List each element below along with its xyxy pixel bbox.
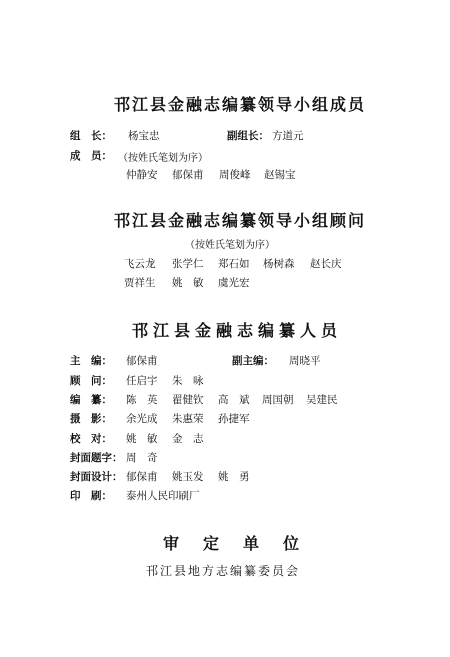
advisor-name: 杨树森 [263, 258, 295, 270]
cover-design-label: 封面设计： [70, 471, 123, 483]
photographer-name: 朱惠荣 [172, 413, 204, 425]
proofreader-name: 姚 敏 [126, 433, 158, 445]
leader-name: 杨宝忠 [128, 130, 160, 142]
advisor-label: 顾 问： [70, 375, 112, 387]
chief-editor-name: 郁保甫 [126, 355, 158, 367]
advisor-name: 赵长庆 [310, 258, 342, 270]
photographer-name: 余光成 [126, 413, 158, 425]
cover-calligraphy-label: 封面题字： [70, 452, 123, 464]
deputy-leader-label: 副组长： [227, 130, 269, 142]
advisor-name: 飞云龙 [124, 258, 156, 270]
advisor-name: 姚 敏 [172, 277, 204, 289]
members-order-note: （按姓氏笔划为序） [118, 153, 208, 164]
leadership-group-title: 邗江县金融志编纂领导小组成员 [114, 95, 367, 114]
advisors-order-note: （按姓氏笔划为序） [185, 240, 275, 251]
proofreader-name: 金 志 [172, 433, 204, 445]
approval-unit-title: 审 定 单 位 [163, 534, 304, 553]
member-name: 赵锡宝 [264, 169, 296, 181]
editor-name: 吴建民 [306, 394, 338, 406]
editor-name: 陈 英 [126, 394, 158, 406]
deputy-leader-name: 方道元 [272, 130, 304, 142]
editorial-staff-title: 邗江县金融志编纂人员 [132, 321, 343, 340]
editors-label: 编 纂： [70, 394, 112, 406]
member-name: 郁保甫 [172, 169, 204, 181]
printing-label: 印 刷： [70, 490, 112, 502]
cover-designer-name: 姚 勇 [218, 471, 250, 483]
vice-editor-label: 副主编： [232, 355, 274, 367]
photography-label: 摄 影： [70, 413, 112, 425]
advisor-name: 任启宇 [126, 375, 158, 387]
leader-label: 组 长： [70, 130, 112, 142]
editor-name: 高 斌 [218, 394, 250, 406]
editor-name: 翟健钦 [172, 394, 204, 406]
cover-designer-name: 姚玉发 [172, 471, 204, 483]
members-label: 成 员： [70, 150, 112, 162]
advisory-group-title: 邗江县金融志编纂领导小组顾问 [114, 211, 367, 230]
proofreading-label: 校 对： [70, 433, 112, 445]
editor-name: 周国朝 [262, 394, 294, 406]
printer-name: 泰州人民印刷厂 [126, 490, 200, 502]
chief-editor-label: 主 编： [70, 355, 112, 367]
advisor-name: 虞光宏 [218, 277, 250, 289]
cover-calligraphy-name: 周 奇 [126, 452, 158, 464]
cover-designer-name: 郁保甫 [126, 471, 158, 483]
advisor-name: 张学仁 [172, 258, 204, 270]
advisor-name: 朱 咏 [172, 375, 204, 387]
approval-org-name: 邗江县地方志编纂委员会 [146, 564, 301, 578]
advisor-name: 郑石如 [218, 258, 250, 270]
vice-editor-name: 周晓平 [289, 355, 321, 367]
member-name: 周俊峰 [219, 169, 251, 181]
member-name: 仲静安 [126, 169, 158, 181]
photographer-name: 孙捷军 [218, 413, 250, 425]
advisor-name: 贾祥生 [124, 277, 156, 289]
